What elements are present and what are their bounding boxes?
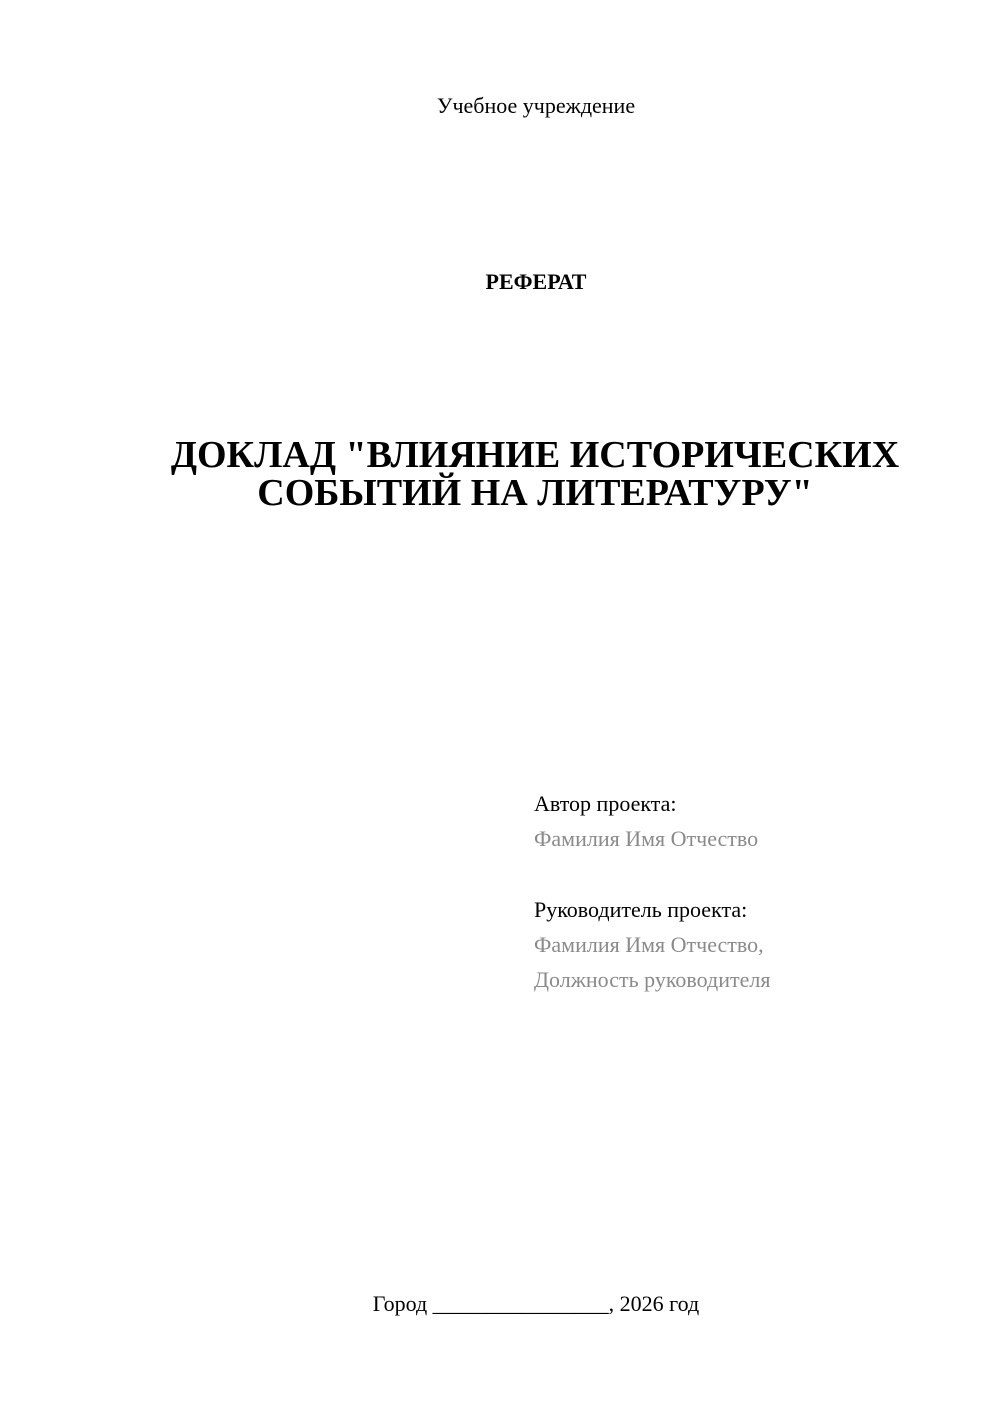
credits-spacer [534,856,974,892]
document-title [150,436,920,512]
city-year-line: Город ________________, 2026 год [372,1291,700,1316]
supervisor-position: Должность руководителя [534,967,771,992]
title-line-2: СОБЫТИЙ НА ЛИТЕРАТУРУ" [257,472,813,514]
supervisor-name: Фамилия Имя Отчество, [534,932,764,957]
supervisor-label: Руководитель проекта: [534,897,748,922]
author-label: Автор проекта: [534,791,677,816]
title-line-1: ДОКЛАД "ВЛИЯНИЕ ИСТОРИЧЕСКИХ [170,434,900,476]
institution-name: Учебное учреждение [436,93,636,118]
credits-block [534,786,974,997]
author-name: Фамилия Имя Отчество [534,826,759,851]
document-type: РЕФЕРАТ [485,269,587,294]
